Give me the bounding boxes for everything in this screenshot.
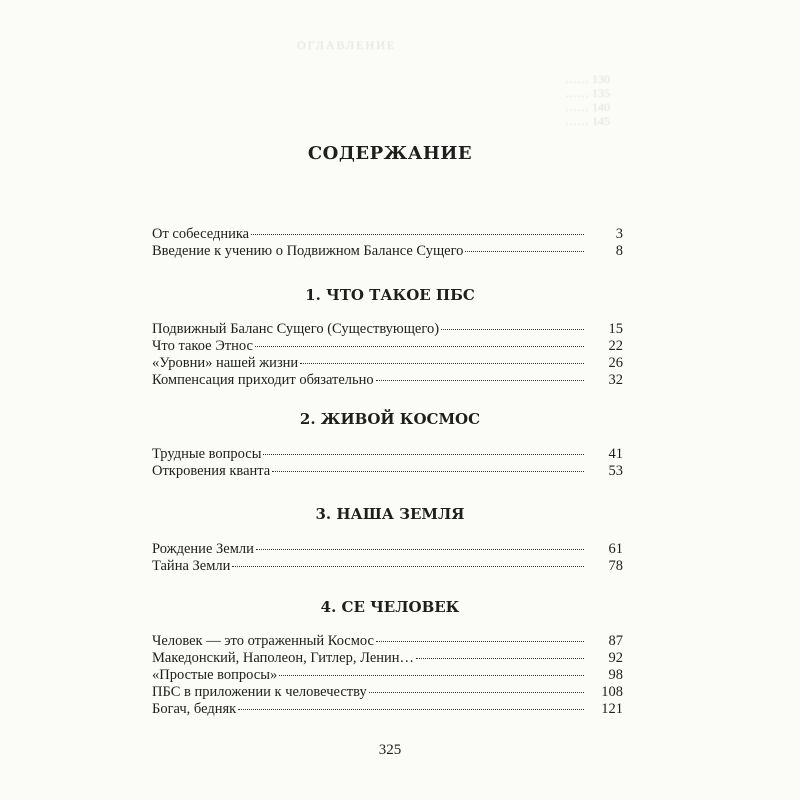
section-heading: 3. НАША ЗЕМЛЯ xyxy=(315,505,465,523)
toc-entry[interactable] xyxy=(152,701,623,718)
toc-entry-page: 22 xyxy=(608,338,623,354)
toc-entry[interactable] xyxy=(152,338,623,355)
leader-dots xyxy=(279,675,584,676)
show-through-line: …… 140 xyxy=(565,100,610,114)
toc-entry-page: 121 xyxy=(601,701,623,717)
toc-entry-label: Что такое Этнос xyxy=(152,338,253,354)
toc-entry-page: 41 xyxy=(608,446,623,462)
toc-entry-label: Человек — это отраженный Космос xyxy=(152,633,374,649)
leader-dots xyxy=(300,363,584,364)
toc-entry-label: Македонский, Наполеон, Гитлер, Ленин… xyxy=(152,650,415,666)
leader-dots xyxy=(272,471,584,472)
toc-entry-page: 108 xyxy=(601,684,623,700)
leader-dots xyxy=(465,251,584,252)
toc-entry-label: Трудные вопросы xyxy=(152,446,262,462)
toc-entry-page: 26 xyxy=(608,355,623,371)
toc-entry-label: Компенсация приходит обязательно xyxy=(152,372,374,388)
show-through-text-top: ОГЛАВЛЕНИЕ xyxy=(297,38,397,52)
toc-entry[interactable] xyxy=(152,541,623,558)
toc-entry-page: 78 xyxy=(608,558,623,574)
toc-entry-page: 92 xyxy=(608,650,623,666)
toc-section-entries xyxy=(152,446,623,480)
toc-entry-page: 53 xyxy=(608,463,623,479)
toc-entry[interactable] xyxy=(152,321,623,338)
toc-entry-page: 3 xyxy=(615,226,623,242)
leader-dots xyxy=(441,329,584,330)
show-through-line: …… 135 xyxy=(565,86,610,100)
toc-entry-label: «Уровни» нашей жизни xyxy=(152,355,299,371)
toc-entry[interactable] xyxy=(152,633,623,650)
leader-dots xyxy=(238,709,584,710)
toc-entry[interactable] xyxy=(152,463,623,480)
toc-entry-page: 15 xyxy=(608,321,623,337)
toc-entry[interactable] xyxy=(152,355,623,372)
toc-entry-page: 8 xyxy=(615,243,623,259)
section-heading: 2. ЖИВОЙ КОСМОС xyxy=(299,410,481,428)
toc-entry[interactable] xyxy=(152,667,623,684)
toc-section-entries xyxy=(152,633,623,718)
leader-dots xyxy=(256,549,584,550)
toc-entry[interactable] xyxy=(152,684,623,701)
section-heading: 1. ЧТО ТАКОЕ ПБС xyxy=(305,286,475,304)
leader-dots xyxy=(251,234,584,235)
leader-dots xyxy=(416,658,584,659)
toc-entry-label: ПБС в приложении к человечеству xyxy=(152,684,367,700)
toc-entry-label: Богач, бедняк xyxy=(152,701,237,717)
toc-section-entries xyxy=(152,321,623,389)
leader-dots xyxy=(369,692,584,693)
toc-entry-page: 32 xyxy=(608,372,623,388)
leader-dots xyxy=(255,346,584,347)
leader-dots xyxy=(376,641,584,642)
leader-dots xyxy=(232,566,584,567)
page-title: СОДЕРЖАНИЕ xyxy=(307,143,473,164)
toc-entry-label: Тайна Земли xyxy=(152,558,231,574)
show-through-line: …… 145 xyxy=(565,114,610,128)
toc-entry-page: 87 xyxy=(608,633,623,649)
toc-entry-page: 98 xyxy=(608,667,623,683)
page-number: 325 xyxy=(378,742,402,758)
show-through-text-right xyxy=(565,72,610,128)
toc-entry-label: Откровения кванта xyxy=(152,463,271,479)
toc-entry[interactable] xyxy=(152,226,623,243)
toc-intro-entries xyxy=(152,226,623,260)
toc-entry-label: Рождение Земли xyxy=(152,541,254,557)
toc-entry-page: 61 xyxy=(608,541,623,557)
leader-dots xyxy=(376,380,584,381)
toc-entry-label: Подвижный Баланс Сущего (Существующего) xyxy=(152,321,440,337)
toc-entry[interactable] xyxy=(152,446,623,463)
toc-entry[interactable] xyxy=(152,558,623,575)
toc-entry[interactable] xyxy=(152,650,623,667)
toc-entry-label: «Простые вопросы» xyxy=(152,667,278,683)
show-through-line: …… 130 xyxy=(565,72,610,86)
toc-entry[interactable] xyxy=(152,372,623,389)
toc-entry[interactable] xyxy=(152,243,623,260)
section-heading: 4. СЕ ЧЕЛОВЕК xyxy=(320,598,460,616)
toc-entry-label: Введение к учению о Подвижном Балансе Сущего xyxy=(152,243,464,259)
leader-dots xyxy=(263,454,584,455)
toc-section-entries xyxy=(152,541,623,575)
toc-entry-label: От собеседника xyxy=(152,226,250,242)
